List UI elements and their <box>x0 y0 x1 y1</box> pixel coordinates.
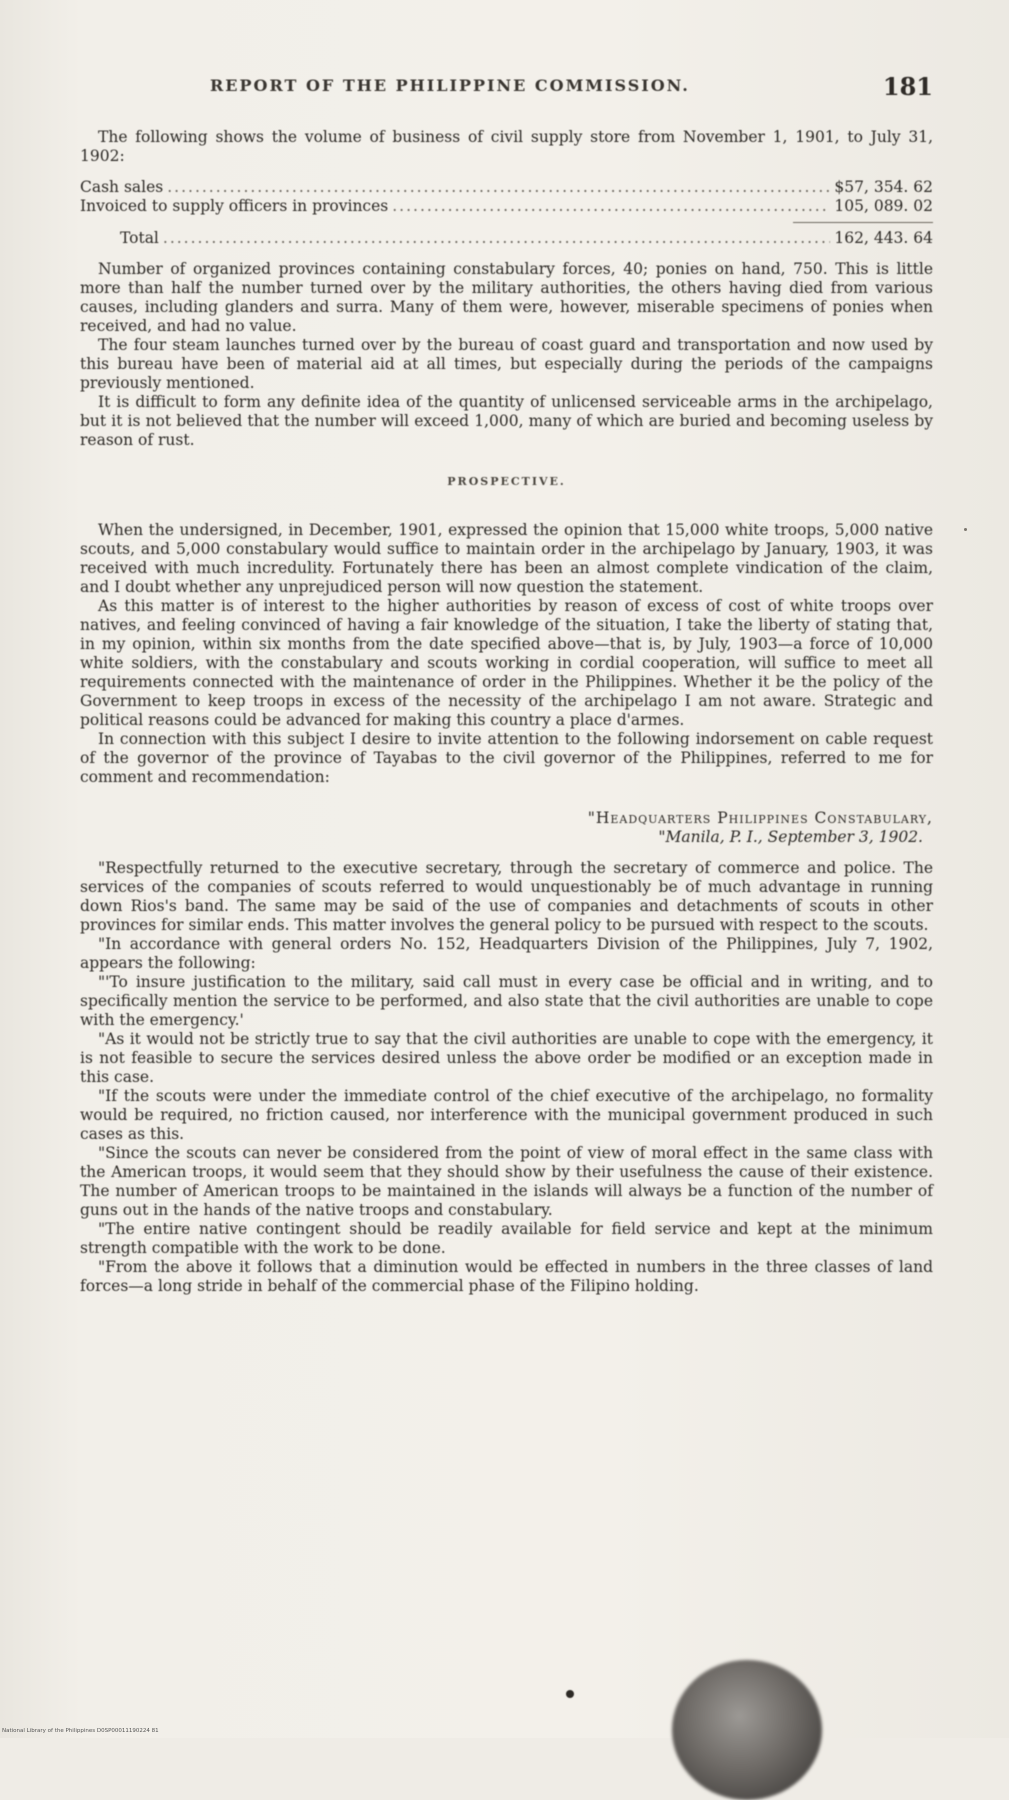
ledger-total-row <box>80 229 933 248</box>
letter-heading: "Headquarters Philippines Constabulary, <box>587 809 933 827</box>
ledger-amount: $57, 354. 62 <box>834 178 933 196</box>
total-rule <box>793 222 933 223</box>
ledger-total-amount: 162, 443. 64 <box>834 229 933 247</box>
intro-paragraph: The following shows the volume of business of civil supply store from November 1, 1901, to July 31, 1902: <box>80 128 933 165</box>
letter-dateline: "Manila, P. I., September 3, 1902. <box>658 828 923 846</box>
scan-credit: National Library of the Philippines D0SP00011190224 81 <box>2 1728 159 1734</box>
paragraph: In connection with this subject I desire to invite attention to the following indorsement on cable request of the governor of the province of Tayabas to the civil governor of the Philippines, referred to me for comment and recommendation: <box>80 730 933 786</box>
letter-paragraph: "The entire native contingent should be readily available for field service and kept at the minimum strength compatible with the work to be done. <box>80 1220 933 1257</box>
paragraphs-before <box>80 260 933 450</box>
leader-dots <box>392 197 830 216</box>
scanner-thumb-shadow <box>672 1660 822 1800</box>
letter-paragraph: "Since the scouts can never be considered from the point of view of moral effect in the same class with the American troops, it would seem that they should show by their usefulness the cause of their existence. The number of American troops to be maintained in the islands will always be a function of the number of guns out in the hands of the native troops and constabulary. <box>80 1144 933 1219</box>
paragraphs-after <box>80 521 933 787</box>
paragraph: As this matter is of interest to the higher authorities by reason of excess of cost of white troops over natives, and feeling convinced of having a fair knowledge of the situation, I take the liberty of stating that, in my opinion, within six months from the date specified above—that is, by July, 1903—a force of 10,000 white soldiers, with the constabulary and scouts working in cordial cooperation, will suffice to meet all requirements connected with the maintenance of order in the Philippines. Whether it be the policy of the Government to keep troops in excess of the necessity of the archipelago I am not aware. Strategic and political reasons could be advanced for making this country a place d'armes. <box>80 597 933 729</box>
body-text <box>80 128 933 1296</box>
leader-dots <box>167 178 830 197</box>
letter-paragraph: "If the scouts were under the immediate control of the chief executive of the archipelago, no formality would be required, no friction caused, nor interference with the municipal government produced in such cases as this. <box>80 1087 933 1143</box>
paragraph: Number of organized provinces containing constabulary forces, 40; ponies on hand, 750. This is little more than half the number turned over by the military authorities, the others having died from various causes, including glanders and surra. Many of them were, however, miserable specimens of ponies when received, and had no value. <box>80 260 933 335</box>
ledger-total-label: Total <box>120 229 159 247</box>
running-title: REPORT OF THE PHILIPPINE COMMISSION. <box>210 76 690 95</box>
margin-speck <box>964 528 967 531</box>
paragraph: It is difficult to form any definite idea of the quantity of unlicensed serviceable arms in the archipelago, but it is not believed that the number will exceed 1,000, many of which are buried and becoming useless by reason of rust. <box>80 393 933 449</box>
ledger-label: Invoiced to supply officers in provinces <box>80 197 389 215</box>
page-number: 181 <box>882 72 933 101</box>
running-header <box>80 72 933 100</box>
ledger-label: Cash sales <box>80 178 164 196</box>
bottom-dot-mark <box>566 1690 574 1698</box>
ledger-row <box>80 197 933 216</box>
ledger-row <box>80 178 933 197</box>
ledger-amount: 105, 089. 02 <box>834 197 933 215</box>
letter-body <box>80 859 933 1296</box>
quoted-letter <box>80 809 933 1296</box>
section-heading: PROSPECTIVE. <box>447 475 566 488</box>
leader-dots <box>163 229 830 248</box>
paragraph: The four steam launches turned over by the bureau of coast guard and transportation and now used by this bureau have been of material aid at all times, but especially during the periods of the campaigns previously mentioned. <box>80 336 933 392</box>
paragraph: When the undersigned, in December, 1901, expressed the opinion that 15,000 white troops, 5,000 native scouts, and 5,000 constabulary would suffice to maintain order in the archipelago by January, 1903, it was received with much incredulity. Fortunately there has been an almost complete vindication of the claim, and I doubt whether any unprejudiced person will now question the statement. <box>80 521 933 596</box>
letter-paragraph: "Respectfully returned to the executive secretary, through the secretary of commerce and police. The services of the companies of scouts referred to would unquestionably be of much advantage in running down Rios's band. The same may be said of the use of companies and detachments of scouts in other provinces for similar ends. This matter involves the general policy to be pursued with respect to the scouts. <box>80 859 933 934</box>
letter-paragraph: "From the above it follows that a diminution would be effected in numbers in the three classes of land forces—a long stride in behalf of the commercial phase of the Filipino holding. <box>80 1258 933 1295</box>
letter-paragraph: "As it would not be strictly true to say that the civil authorities are unable to cope with the emergency, it is not feasible to secure the services desired unless the above order be modified or an exception made in this case. <box>80 1030 933 1086</box>
letter-paragraph: "In accordance with general orders No. 152, Headquarters Division of the Philippines, July 7, 1902, appears the following: <box>80 935 933 972</box>
letter-paragraph: "'To insure justification to the military, said call must in every case be official and in writing, and to specifically mention the service to be performed, and also state that the civil authorities are unable to cope with the emergency.' <box>80 973 933 1029</box>
supply-ledger <box>80 178 933 248</box>
